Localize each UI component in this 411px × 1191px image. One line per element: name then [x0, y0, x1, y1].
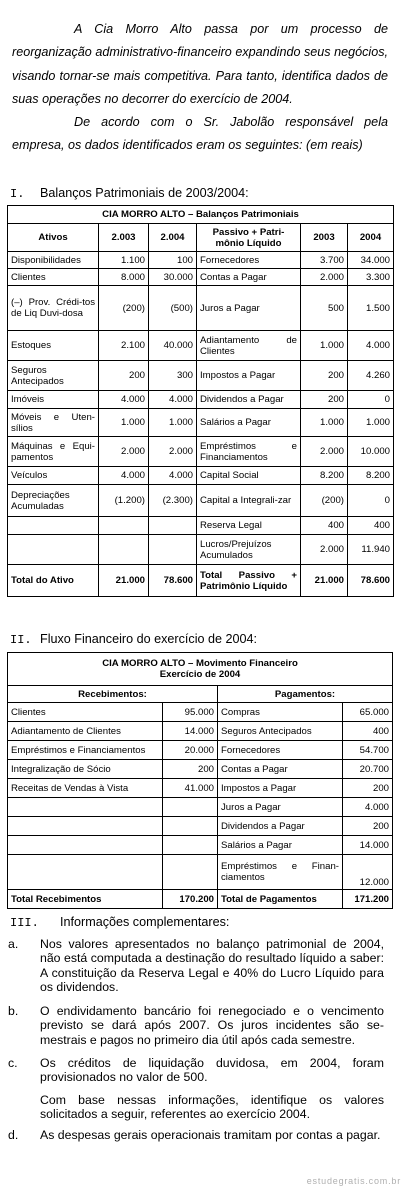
section-1-number: I. — [10, 187, 25, 201]
asset-name: Seguros Antecipados — [8, 361, 99, 391]
payment-value: 200 — [343, 779, 393, 798]
balance-column-header: 2003 — [301, 224, 348, 252]
asset-2004: 4.000 — [149, 391, 197, 409]
payment-name: Dividendos a Pagar — [218, 817, 343, 836]
asset-2004: 30.000 — [149, 269, 197, 286]
asset-2004: 100 — [149, 252, 197, 269]
cash-flow-row — [8, 836, 393, 855]
asset-name: Disponibilidades — [8, 252, 99, 269]
balance-row — [8, 485, 394, 517]
asset-name: Máquinas e Equi-pamentos — [8, 437, 99, 467]
receipt-value: 20.000 — [163, 741, 218, 760]
liability-2004: 0 — [348, 391, 394, 409]
payment-value: 200 — [343, 817, 393, 836]
section-1-heading — [10, 186, 249, 202]
liability-2003: 2.000 — [301, 535, 348, 565]
liability-2004: 0 — [348, 485, 394, 517]
liability-2003: 200 — [301, 361, 348, 391]
info-item-letter: d. — [8, 1128, 19, 1142]
liability-name: Contas a Pagar — [197, 269, 301, 286]
liability-2004: 3.300 — [348, 269, 394, 286]
liability-2004: 4.260 — [348, 361, 394, 391]
payment-name: Contas a Pagar — [218, 760, 343, 779]
payment-name: Impostos a Pagar — [218, 779, 343, 798]
asset-name: Estoques — [8, 331, 99, 361]
asset-name: (–) Prov. Crédi-tos de Liq Duvi-dosa — [8, 286, 99, 331]
asset-2003: 200 — [99, 361, 149, 391]
receipt-name: Empréstimos e Financiamentos — [8, 741, 163, 760]
liability-2004: 4.000 — [348, 331, 394, 361]
asset-2003 — [99, 517, 149, 535]
payments-header: Pagamentos: — [218, 686, 393, 703]
receipt-value: 41.000 — [163, 779, 218, 798]
info-item — [8, 1128, 384, 1142]
cash-flow-total-cell: Total Recebimentos — [8, 890, 163, 909]
balance-row — [8, 467, 394, 485]
receipt-name — [8, 855, 163, 890]
liability-2003: 3.700 — [301, 252, 348, 269]
info-item-letter: c. — [8, 1056, 18, 1070]
payment-name: Empréstimos e Finan-ciamentos — [218, 855, 343, 890]
balance-column-header: Ativos — [8, 224, 99, 252]
asset-2003: 1.100 — [99, 252, 149, 269]
liability-2004: 400 — [348, 517, 394, 535]
balance-row — [8, 409, 394, 437]
cash-flow-row — [8, 798, 393, 817]
cash-flow-row — [8, 722, 393, 741]
asset-name: Móveis e Uten-sílios — [8, 409, 99, 437]
liability-2004: 1.500 — [348, 286, 394, 331]
balance-header-row — [8, 224, 394, 252]
section-2-number: II. — [10, 633, 32, 647]
cash-flow-total-cell: Total de Pagamentos — [218, 890, 343, 909]
liability-2004: 1.000 — [348, 409, 394, 437]
asset-2004: 2.000 — [149, 437, 197, 467]
liability-name: Capital a Integrali-zar — [197, 485, 301, 517]
info-item-letter: b. — [8, 1004, 19, 1018]
cash-flow-row — [8, 779, 393, 798]
receipt-value — [163, 855, 218, 890]
liability-name: Juros a Pagar — [197, 286, 301, 331]
liability-name: Salários a Pagar — [197, 409, 301, 437]
liability-2003: 2.000 — [301, 269, 348, 286]
asset-name: Imóveis — [8, 391, 99, 409]
balance-total-cell: 21.000 — [99, 565, 149, 597]
payment-name: Compras — [218, 703, 343, 722]
section-3-title: Informações complementares: — [60, 915, 230, 929]
balance-column-header: Passivo + Patri-mônio Líquido — [197, 224, 301, 252]
asset-2003: 4.000 — [99, 391, 149, 409]
liability-2003: 1.000 — [301, 331, 348, 361]
receipt-name — [8, 798, 163, 817]
liability-name: Capital Social — [197, 467, 301, 485]
cash-flow-row — [8, 817, 393, 836]
balance-row — [8, 535, 394, 565]
asset-2003: (1.200) — [99, 485, 149, 517]
cash-flow-title-line-2: Exercício de 2004 — [159, 669, 241, 680]
liability-name: Dividendos a Pagar — [197, 391, 301, 409]
balance-total-cell: Total Passivo + Patrimônio Líquido — [197, 565, 301, 597]
payment-value: 65.000 — [343, 703, 393, 722]
asset-2004: 1.000 — [149, 409, 197, 437]
receipt-value — [163, 798, 218, 817]
balance-total-row — [8, 565, 394, 597]
intro-text — [12, 18, 388, 158]
asset-2003: 1.000 — [99, 409, 149, 437]
balance-column-header: 2.003 — [99, 224, 149, 252]
liability-2003: 8.200 — [301, 467, 348, 485]
liability-2003: 1.000 — [301, 409, 348, 437]
balance-row — [8, 286, 394, 331]
balance-row — [8, 517, 394, 535]
liability-name: Empréstimos e Financiamentos — [197, 437, 301, 467]
cash-flow-title — [8, 653, 393, 686]
liability-2003: 200 — [301, 391, 348, 409]
balance-row — [8, 331, 394, 361]
balance-row — [8, 269, 394, 286]
receipt-name — [8, 836, 163, 855]
info-item-letter: a. — [8, 937, 19, 951]
info-item-text: Com base nessas informações, identifique os valores solicitados a seguir, referentes ao exercício 2004. — [40, 1093, 384, 1122]
liability-2004: 34.000 — [348, 252, 394, 269]
payment-name: Salários a Pagar — [218, 836, 343, 855]
liability-name: Fornecedores — [197, 252, 301, 269]
cash-flow-row — [8, 760, 393, 779]
cash-flow-row — [8, 855, 393, 890]
payment-name: Fornecedores — [218, 741, 343, 760]
asset-2003: (200) — [99, 286, 149, 331]
payment-value: 20.700 — [343, 760, 393, 779]
section-1-title: Balanços Patrimoniais de 2003/2004: — [40, 186, 249, 200]
asset-2004: 4.000 — [149, 467, 197, 485]
info-item-text: As despesas gerais operacionais tramitam por contas a pagar. — [40, 1128, 381, 1142]
intro-paragraph-1: A Cia Morro Alto passa por um processo de reorganização administrativo-financeiro expandindo seus negócios, visando tornar-se mais competitiva. Para tanto, identifica dados de suas operações no decorrer do exercício de 2004. — [12, 22, 388, 106]
receipt-name — [8, 817, 163, 836]
cash-flow-total-cell: 171.200 — [343, 890, 393, 909]
cash-flow-row — [8, 703, 393, 722]
asset-2004: 300 — [149, 361, 197, 391]
receipt-name: Integralização de Sócio — [8, 760, 163, 779]
payment-value: 400 — [343, 722, 393, 741]
asset-name: Veículos — [8, 467, 99, 485]
receipt-name: Clientes — [8, 703, 163, 722]
info-item — [8, 1093, 384, 1122]
receipt-name: Adiantamento de Clientes — [8, 722, 163, 741]
asset-name: Clientes — [8, 269, 99, 286]
section-3-number: III. — [10, 916, 39, 930]
balance-total-cell: 21.000 — [301, 565, 348, 597]
asset-2003: 2.100 — [99, 331, 149, 361]
cash-flow-title-line-1: CIA MORRO ALTO – Movimento Financeiro — [102, 658, 298, 669]
liability-2003: 400 — [301, 517, 348, 535]
asset-2004 — [149, 517, 197, 535]
balance-row — [8, 361, 394, 391]
asset-2003: 4.000 — [99, 467, 149, 485]
cash-flow-table — [7, 652, 393, 909]
cash-flow-row — [8, 741, 393, 760]
liability-name: Reserva Legal — [197, 517, 301, 535]
asset-2003: 2.000 — [99, 437, 149, 467]
balance-sheet-table — [7, 205, 394, 597]
payment-name: Juros a Pagar — [218, 798, 343, 817]
watermark: estudegratis.com.br — [306, 1176, 401, 1186]
section-2-heading — [10, 632, 257, 648]
info-item-text: O endividamento bancário foi renegociado e o vencimento previsto se dará após 2007. Os juros incidentes são se-mestrais e pagos no primeiro dia útil após cada semestre. — [40, 1004, 384, 1047]
receipt-value — [163, 817, 218, 836]
info-item-text: Os créditos de liquidação duvidosa, em 2004, foram provisionados no valor de 500. — [40, 1056, 384, 1085]
section-2-title: Fluxo Financeiro do exercício de 2004: — [40, 632, 258, 646]
balance-row — [8, 437, 394, 467]
liability-name: Adiantamento de Clientes — [197, 331, 301, 361]
balance-column-header: 2.004 — [149, 224, 197, 252]
receipt-value: 14.000 — [163, 722, 218, 741]
asset-2004: (500) — [149, 286, 197, 331]
receipts-header: Recebimentos: — [8, 686, 218, 703]
intro-paragraph-2: De acordo com o Sr. Jabolão responsável pela empresa, os dados identificados eram os seguintes: (em reais) — [12, 115, 388, 153]
asset-2004: 40.000 — [149, 331, 197, 361]
liability-name: Impostos a Pagar — [197, 361, 301, 391]
cash-flow-total-row — [8, 890, 393, 909]
balance-row — [8, 252, 394, 269]
asset-2003: 8.000 — [99, 269, 149, 286]
asset-name: Depreciações Acumuladas — [8, 485, 99, 517]
info-item — [8, 937, 384, 994]
balance-title: CIA MORRO ALTO – Balanços Patrimoniais — [8, 206, 394, 224]
payment-value: 14.000 — [343, 836, 393, 855]
asset-2004: (2.300) — [149, 485, 197, 517]
payment-value: 4.000 — [343, 798, 393, 817]
balance-column-header: 2004 — [348, 224, 394, 252]
receipt-value: 200 — [163, 760, 218, 779]
asset-2004 — [149, 535, 197, 565]
info-item — [8, 1004, 384, 1047]
liability-2004: 8.200 — [348, 467, 394, 485]
balance-total-cell: 78.600 — [348, 565, 394, 597]
payment-value: 12.000 — [343, 855, 393, 890]
receipt-value — [163, 836, 218, 855]
balance-total-cell: Total do Ativo — [8, 565, 99, 597]
liability-2003: 2.000 — [301, 437, 348, 467]
payment-value: 54.700 — [343, 741, 393, 760]
asset-name — [8, 517, 99, 535]
liability-name: Lucros/Prejuízos Acumulados — [197, 535, 301, 565]
liability-2003: 500 — [301, 286, 348, 331]
liability-2003: (200) — [301, 485, 348, 517]
balance-total-cell: 78.600 — [149, 565, 197, 597]
receipt-value: 95.000 — [163, 703, 218, 722]
receipt-name: Receitas de Vendas à Vista — [8, 779, 163, 798]
info-item-text: Nos valores apresentados no balanço patrimonial de 2004, não está computada a destinação do resultado líquido a saber: A constituição da Reserva Legal e 40% do Lucro Líquido para os dividendos. — [40, 937, 384, 994]
cash-flow-total-cell: 170.200 — [163, 890, 218, 909]
liability-2004: 11.940 — [348, 535, 394, 565]
asset-name — [8, 535, 99, 565]
asset-2003 — [99, 535, 149, 565]
liability-2004: 10.000 — [348, 437, 394, 467]
payment-name: Seguros Antecipados — [218, 722, 343, 741]
section-3-heading — [10, 915, 229, 931]
balance-row — [8, 391, 394, 409]
info-item — [8, 1056, 384, 1085]
